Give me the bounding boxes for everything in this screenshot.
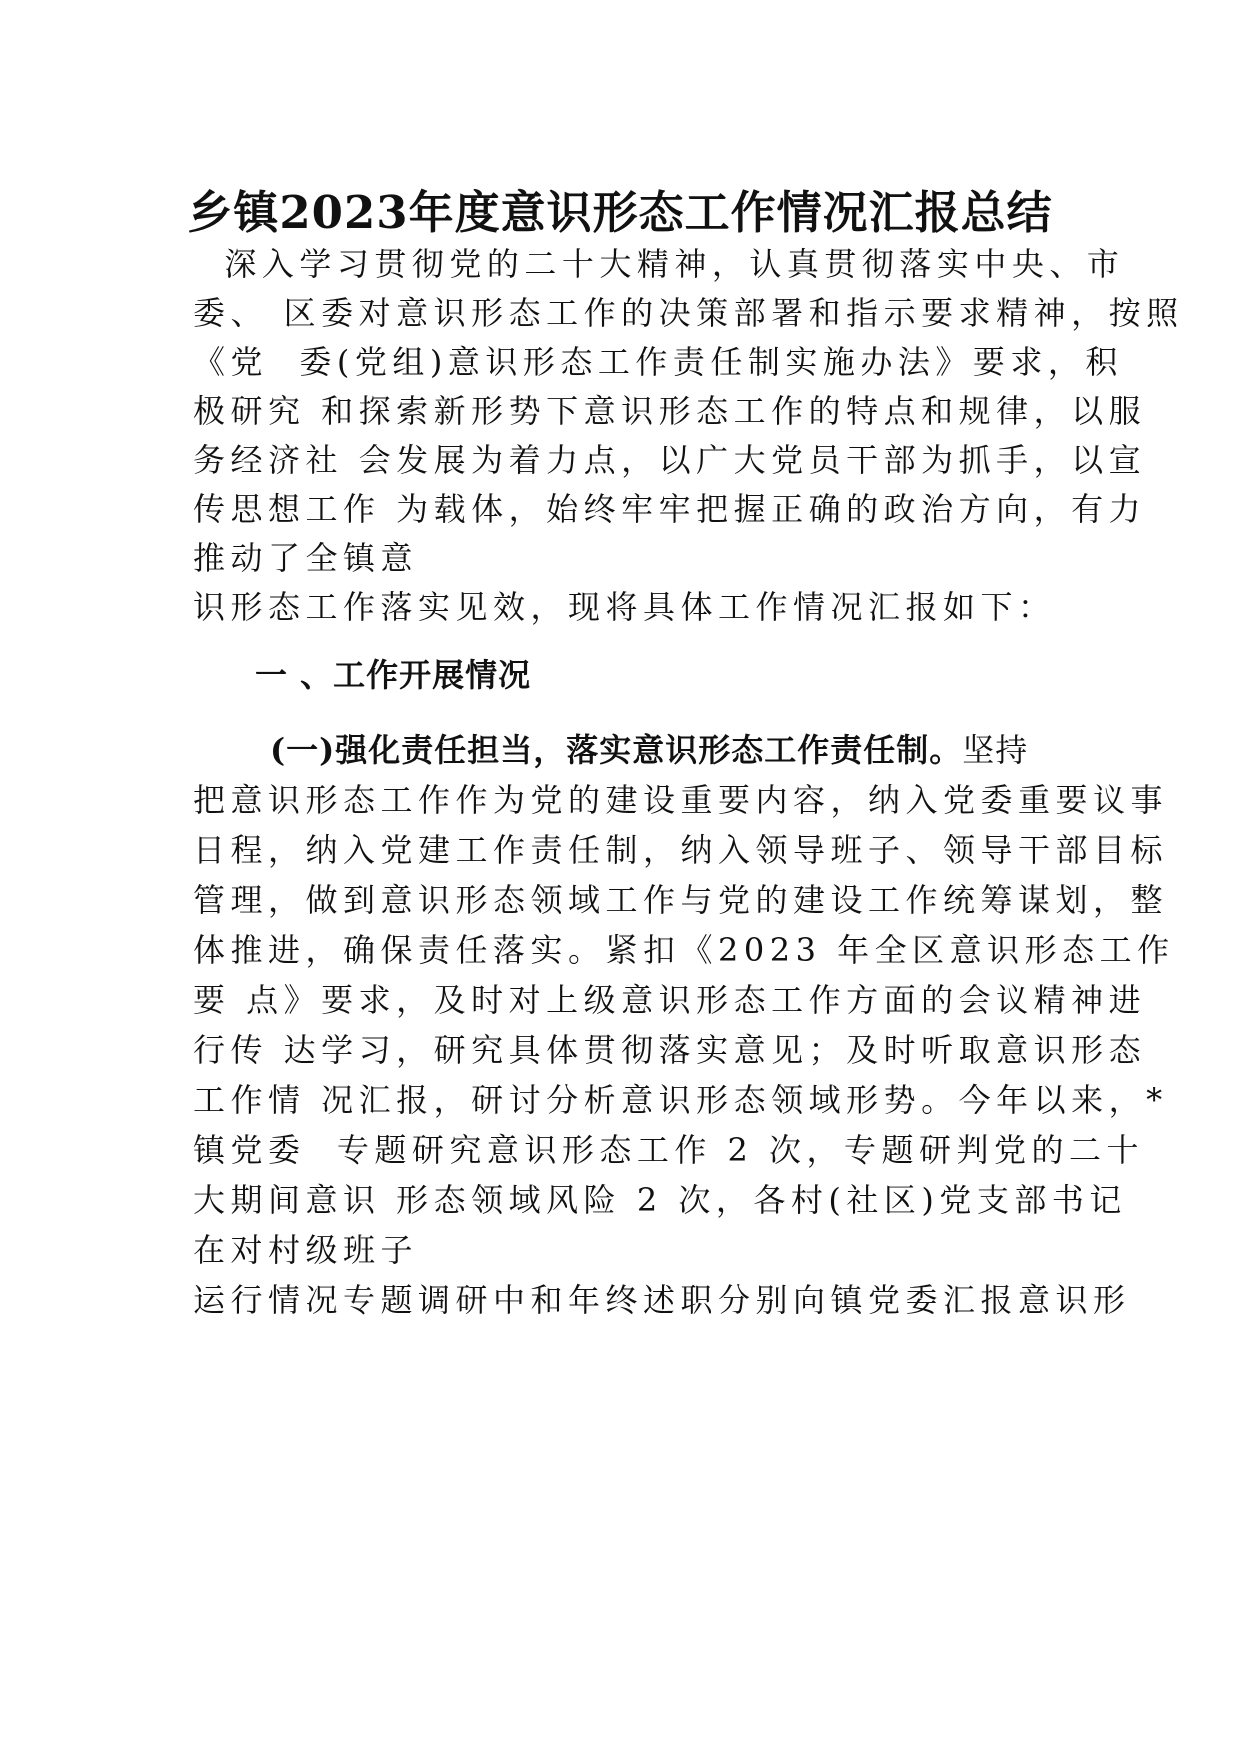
body-line: 运行情况专题调研中和年终述职分别向镇党委汇报意识形 [193, 1281, 1131, 1319]
document-title: 乡镇2023年度意识形态工作情况汇报总结 [187, 186, 1053, 239]
body-line: 日程，纳入党建工作责任制，纳入领导班子、领导干部目标 [193, 831, 1169, 869]
intro-line: 识形态工作落实见效，现将具体工作情况汇报如下： [193, 588, 1056, 626]
intro-line: 推动了全镇意 [193, 539, 419, 577]
subsection-first-line-rest: 坚持 [962, 731, 1029, 769]
section-heading: 一 、工作开展情况 [255, 656, 532, 694]
intro-line: 务经济社 会发展为着力点，以广大党员干部为抓手，以宣 [193, 441, 1147, 479]
body-line: 行传 达学习，研究具体贯彻落实意见；及时听取意识形态 [193, 1031, 1147, 1069]
body-line: 镇党委 专题研究意识形态工作 2 次，专题研判党的二十 [193, 1131, 1145, 1169]
body-line: 工作情 况汇报，研讨分析意识形态领域形势。今年以来，* [193, 1081, 1168, 1119]
body-line: 把意识形态工作作为党的建设重要内容，纳入党委重要议事 [193, 781, 1169, 819]
intro-line: 《党 委(党组)意识形态工作责任制实施办法》要求，积 [193, 343, 1123, 381]
body-line: 大期间意识 形态领域风险 2 次，各村(社区)党支部书记 [193, 1181, 1127, 1219]
intro-line: 传思想工作 为载体，始终牢牢把握正确的政治方向，有力 [193, 490, 1147, 528]
intro-line: 极研究 和探索新形势下意识形态工作的特点和规律，以服 [193, 392, 1147, 430]
intro-line: 委、 区委对意识形态工作的决策部署和指示要求精神，按照 [193, 294, 1184, 332]
body-line: 管理，做到意识形态领域工作与党的建设工作统筹谋划，整 [193, 881, 1169, 919]
body-line: 要 点》要求，及时对上级意识形态工作方面的会议精神进 [193, 981, 1147, 1019]
subsection-first-line [270, 730, 1028, 770]
intro-line: 深入学习贯彻党的二十大精神，认真贯彻落实中央、市 [193, 245, 1125, 283]
body-line: 在对村级班子 [193, 1231, 419, 1269]
body-line: 体推进，确保责任落实。紧扣《2023 年全区意识形态工作 [193, 931, 1175, 969]
subsection-heading: (一)强化责任担当，落实意识形态工作责任制。 [270, 731, 963, 769]
